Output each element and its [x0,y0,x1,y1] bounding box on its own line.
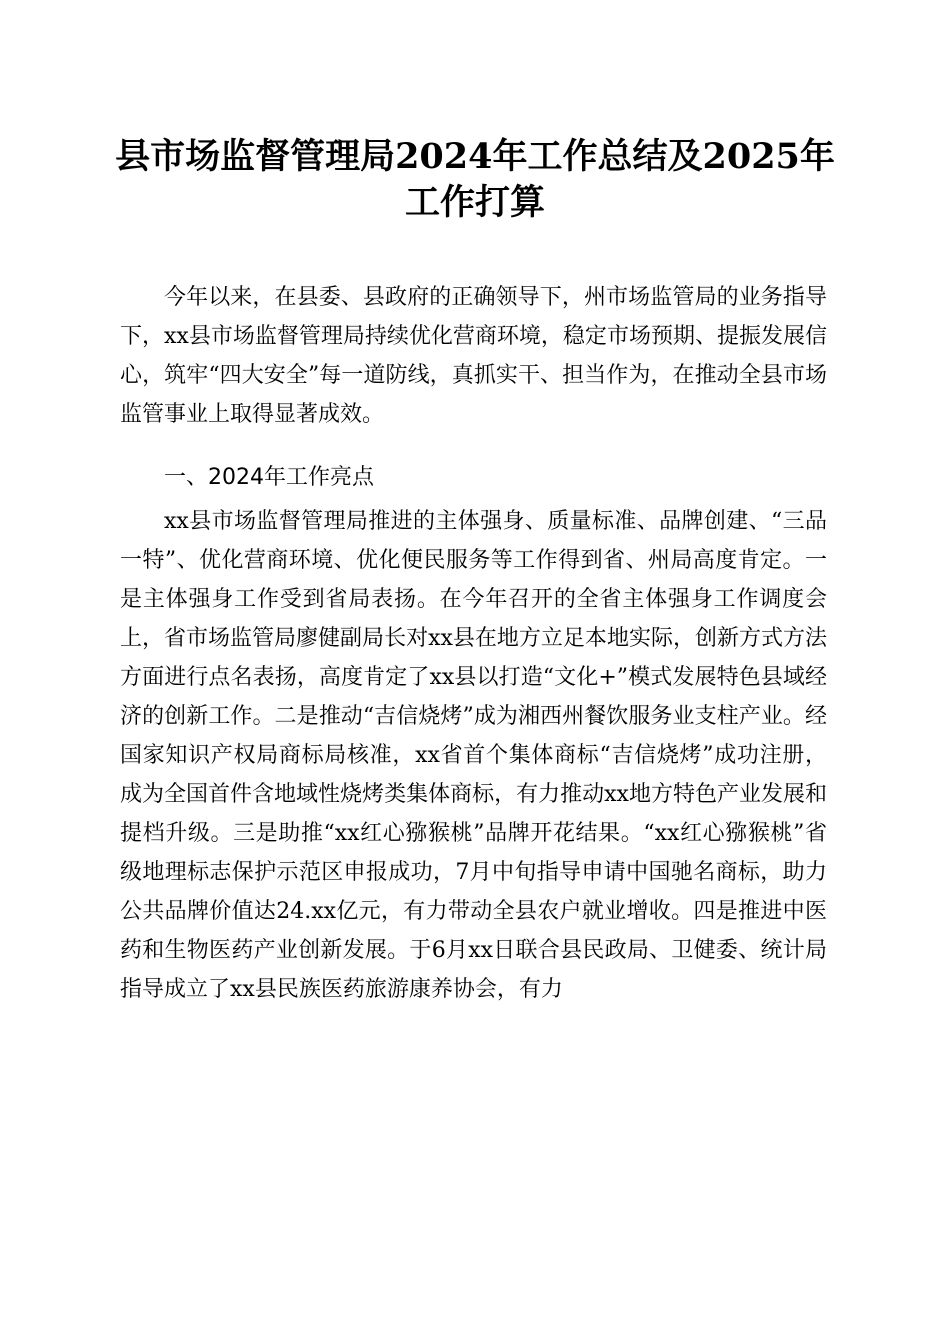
intro-section [120,278,827,434]
section-heading: 一、2024年工作亮点 [164,465,374,490]
section-body-paragraph: xx县市场监督管理局推进的主体强身、质量标准、品牌创建、“三品一特”、优化营商环境、优化便民服务等工作得到省、州局高度肯定。一是主体强身工作受到省局表扬。在今年召开的全省主体强身工作调度会上，省市场监管局廖健副局长对xx县在地方立足本地实际，创新方式方法方面进行点名表扬，高度肯定了xx县以打造“文化+”模式发展特色县域经济的创新工作。二是推动“吉信烧烤”成为湘西州餐饮服务业支柱产业。经国家知识产权局商标局核准，xx省首个集体商标“吉信烧烤”成功注册，成为全国首件含地域性烧烤类集体商标，有力推动xx地方特色产业发展和提档升级。三是助推“xx红心猕猴桃”品牌开花结果。“xx红心猕猴桃”省级地理标志保护示范区申报成功，7月中旬指导申请中国驰名商标，助力公共品牌价值达24.xx亿元，有力带动全县农户就业增收。四是推进中医药和生物医药产业创新发展。于6月xx日联合县民政局、卫健委、统计局指导成立了xx县民族医药旅游康养协会，有力 [120,509,827,1002]
title-line-2: 工作打算 [404,182,545,223]
section-body-container [120,502,827,1009]
intro-paragraph: 今年以来，在县委、县政府的正确领导下，州市场监管局的业务指导下，xx县市场监督管理局持续优化营商环境，稳定市场预期、提振发展信心，筑牢“四大安全”每一道防线，真抓实干、担当作为，在推动全县市场监管事业上取得显著成效。 [120,285,827,427]
section-heading-container [120,458,827,497]
title-line-1: 县市场监督管理局2024年工作总结及2025年 [115,136,835,177]
document-title [100,134,850,226]
